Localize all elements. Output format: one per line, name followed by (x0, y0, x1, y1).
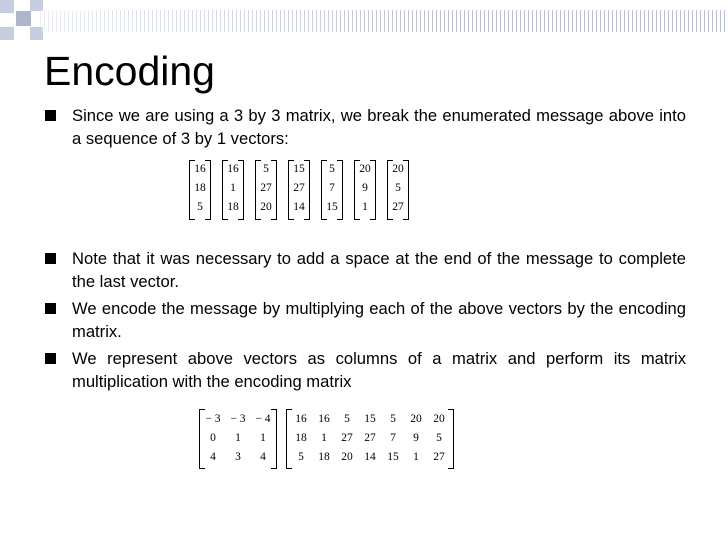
matrix-entry: 27 (341, 432, 353, 444)
matrix-entry: 5 (298, 451, 304, 463)
matrix-entry: 16 (295, 413, 307, 425)
matrix-entry: − 3 (205, 413, 221, 425)
vector-entry: 14 (293, 201, 305, 213)
vector-entry: 27 (392, 201, 404, 213)
matrix-entry: 27 (433, 451, 445, 463)
matrix-entry: 0 (210, 432, 216, 444)
column-vector (222, 160, 244, 218)
column-vector (189, 160, 211, 218)
matrix-entry: 4 (260, 451, 266, 463)
vector-entry: 27 (260, 182, 272, 194)
matrix-entry: 20 (410, 413, 422, 425)
message-matrix (286, 409, 454, 467)
vector-entry: 1 (230, 182, 236, 194)
square-bullet-icon (45, 253, 56, 264)
vector-entry: 18 (227, 201, 239, 213)
bullet-text: We encode the message by multiplying each of the above vectors by the encoding matrix. (72, 299, 686, 341)
matrix-entry: 1 (413, 451, 419, 463)
matrix-entry: − 4 (255, 413, 271, 425)
decor-square (0, 0, 14, 13)
vector-entry: 5 (197, 201, 203, 213)
vector-entry: 16 (227, 163, 239, 175)
vector-entry: 5 (263, 163, 269, 175)
vector-entry: 20 (359, 163, 371, 175)
square-bullet-icon (45, 303, 56, 314)
matrix-entry: 15 (387, 451, 399, 463)
vector-entry: 1 (362, 201, 368, 213)
column-vector (321, 160, 343, 218)
matrix-entry: 1 (235, 432, 241, 444)
column-vector (354, 160, 376, 218)
bullet-text: Note that it was necessary to add a space at the end of the message to complete the last vector. (72, 249, 686, 291)
vector-entry: 27 (293, 182, 305, 194)
matrix-entry: 18 (318, 451, 330, 463)
header-decoration (0, 0, 728, 42)
bullet-text: We represent above vectors as columns of a matrix and perform its matrix multiplication with the encoding matrix (72, 349, 686, 391)
vector-entry: 7 (329, 182, 335, 194)
decor-square (16, 11, 31, 26)
matrix-entry: 5 (436, 432, 442, 444)
matrix-entry: 16 (318, 413, 330, 425)
vector-entry: 16 (194, 163, 206, 175)
matrix-entry: 15 (364, 413, 376, 425)
vector-entry: 15 (293, 163, 305, 175)
decor-square (0, 27, 14, 40)
column-vector (387, 160, 409, 218)
matrix-entry: 20 (341, 451, 353, 463)
matrix-entry: − 3 (230, 413, 246, 425)
matrix-entry: 14 (364, 451, 376, 463)
matrix-entry: 18 (295, 432, 307, 444)
vector-entry: 20 (260, 201, 272, 213)
matrix-entry: 27 (364, 432, 376, 444)
column-vector (255, 160, 277, 218)
matrix-entry: 20 (433, 413, 445, 425)
encoding-matrix (199, 409, 277, 467)
bullet-text: Since we are using a 3 by 3 matrix, we break the enumerated message above into a sequence of 3 by 1 vectors: (72, 106, 686, 148)
matrix-entry: 5 (344, 413, 350, 425)
matrix-entry: 1 (260, 432, 266, 444)
matrix-entry: 9 (413, 432, 419, 444)
matrix-entry: 1 (321, 432, 327, 444)
square-bullet-icon (45, 110, 56, 121)
vector-entry: 9 (362, 182, 368, 194)
vector-entry: 18 (194, 182, 206, 194)
matrix-entry: 3 (235, 451, 241, 463)
slide-title: Encoding (44, 48, 215, 94)
square-bullet-icon (45, 353, 56, 364)
vector-entry: 5 (395, 182, 401, 194)
vector-entry: 5 (329, 163, 335, 175)
column-vector (288, 160, 310, 218)
vector-entry: 20 (392, 163, 404, 175)
decor-stripes (40, 10, 728, 32)
vector-entry: 15 (326, 201, 338, 213)
matrix-entry: 4 (210, 451, 216, 463)
matrix-entry: 7 (390, 432, 396, 444)
matrix-entry: 5 (390, 413, 396, 425)
